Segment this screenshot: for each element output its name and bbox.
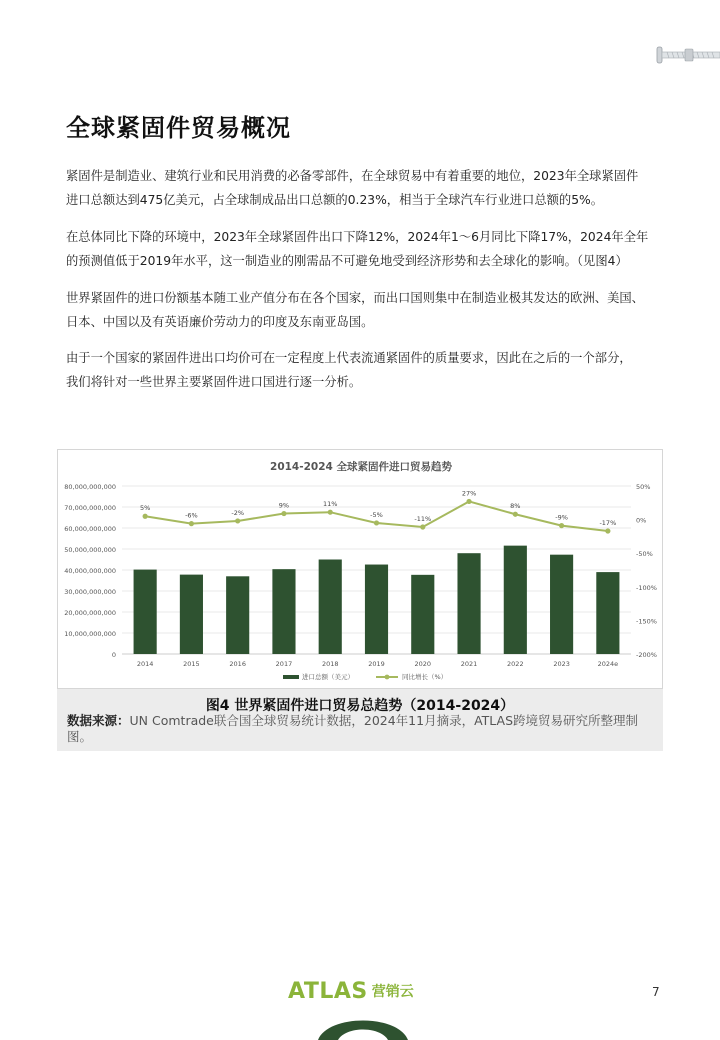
figure-caption-box — [57, 689, 663, 751]
bar-import-total — [134, 570, 157, 654]
y-right-tick-label: -100% — [636, 583, 657, 592]
paragraph-2 — [66, 225, 656, 273]
x-tick-label: 2017 — [275, 660, 293, 668]
paragraph-line: 日本、中国以及有英语廉价劳动力的印度及东南亚岛国。 — [66, 315, 374, 329]
paragraph-line: 在总体同比下降的环境中，2023年全球紧固件出口下降12%，2024年1～6月同比下降17%，2024年全年 — [66, 230, 649, 244]
bar-import-total — [319, 560, 342, 655]
y-left-tick-label: 20,000,000,000 — [64, 609, 116, 617]
y-right-tick-label: -50% — [636, 550, 653, 559]
bar-import-total — [411, 575, 434, 654]
bar-import-total — [365, 565, 388, 654]
growth-data-label: -2% — [231, 508, 245, 517]
y-right-tick-label: 0% — [636, 516, 647, 525]
y-left-tick-label: 60,000,000,000 — [64, 525, 116, 533]
growth-point — [328, 510, 333, 515]
bar-import-total — [180, 575, 203, 654]
paragraph-line: 的预测值低于2019年水平，这一制造业的刚需品不可避免地受到经济形势和去全球化的影响。（见图4） — [66, 254, 628, 268]
x-tick-label: 2023 — [553, 660, 570, 668]
legend-bar-swatch — [283, 675, 299, 679]
y-left-tick-label: 10,000,000,000 — [64, 630, 116, 638]
x-tick-label: 2024e — [597, 660, 619, 668]
x-tick-label: 2016 — [229, 660, 246, 668]
growth-data-label: -5% — [370, 510, 383, 519]
y-left-tick-label: 80,000,000,000 — [64, 483, 116, 491]
bar-import-total — [272, 569, 295, 654]
y-right-tick-label: 50% — [636, 483, 651, 491]
paragraph-line: 世界紧固件的进口份额基本随工业产值分布在各个国家，而出口国则集中在制造业极其发达的欧洲、美国、 — [66, 291, 644, 305]
paragraph-3 — [66, 286, 656, 334]
growth-data-label: 8% — [510, 502, 521, 511]
bar-import-total — [226, 576, 249, 654]
legend-line-label: 同比增长（%） — [402, 673, 448, 681]
y-right-tick-label: -150% — [636, 617, 657, 626]
y-left-tick-label: 30,000,000,000 — [64, 588, 116, 596]
page-number: 7 — [652, 985, 660, 999]
paragraph-line: 紧固件是制造业、建筑行业和民用消费的必备零部件，在全球贸易中有着重要的地位，2023年全球紧固件 — [66, 169, 639, 183]
x-tick-label: 2022 — [507, 660, 524, 668]
growth-point — [513, 512, 518, 517]
chart-canvas — [58, 450, 664, 690]
x-tick-label: 2018 — [321, 660, 339, 668]
y-left-tick-label: 0 — [111, 651, 116, 659]
import-trend-chart — [57, 449, 663, 689]
paragraph-line: 由于一个国家的紧固件进出口均价可在一定程度上代表流通紧固件的质量要求，因此在之后的一个部分， — [66, 351, 632, 365]
paragraph-1 — [66, 164, 656, 212]
growth-data-label: 27% — [461, 489, 477, 498]
growth-point — [605, 528, 610, 533]
growth-data-label: 5% — [139, 504, 151, 513]
bar-import-total — [457, 553, 480, 654]
legend-bar-label: 进口总额（美元） — [302, 673, 354, 681]
figure-source — [67, 713, 657, 745]
logo-arch-decoration-icon — [318, 1012, 408, 1040]
y-left-tick-label: 70,000,000,000 — [64, 504, 116, 512]
growth-point — [420, 524, 425, 529]
paragraph-line: 我们将针对一些世界主要紧固件进口国进行逐一分析。 — [66, 375, 362, 389]
logo-name: 营销云 — [371, 984, 414, 1000]
growth-point — [235, 518, 240, 523]
source-text: UN Comtrade联合国全球贸易统计数据，2024年11月摘录，ATLAS跨境贸易研究所整理制图。 — [67, 713, 639, 744]
growth-data-label: -6% — [185, 511, 198, 520]
growth-point — [143, 514, 148, 519]
growth-point — [281, 511, 286, 516]
growth-point — [466, 499, 471, 504]
y-left-tick-label: 40,000,000,000 — [64, 567, 116, 575]
legend-line-marker — [385, 675, 390, 680]
growth-data-label: 11% — [323, 500, 338, 509]
x-tick-label: 2014 — [136, 660, 154, 668]
growth-point — [189, 521, 194, 526]
growth-point — [374, 520, 379, 525]
source-label: 数据来源： — [67, 713, 130, 728]
bolt-decoration-icon — [655, 44, 720, 66]
chart-title: 2014-2024 全球紧固件进口贸易趋势 — [270, 461, 452, 473]
x-tick-label: 2021 — [460, 660, 478, 668]
paragraph-4 — [66, 346, 656, 394]
atlas-logo — [288, 976, 414, 1006]
x-tick-label: 2020 — [414, 660, 432, 668]
x-tick-label: 2015 — [183, 660, 200, 668]
figure-caption: 图4 世界紧固件进口贸易总趋势（2014-2024） — [205, 698, 515, 714]
bar-import-total — [550, 555, 573, 654]
page-title: 全球紧固件贸易概况 — [66, 114, 291, 142]
bar-import-total — [596, 572, 619, 654]
growth-point — [559, 523, 564, 528]
logo-mark: ATLAS — [288, 978, 368, 1004]
y-right-tick-label: -200% — [636, 651, 657, 659]
x-tick-label: 2019 — [368, 660, 385, 668]
growth-data-label: -11% — [414, 514, 432, 523]
growth-data-label: -17% — [599, 519, 617, 528]
growth-data-label: 9% — [278, 501, 290, 510]
paragraph-line: 进口总额达到475亿美元，占全球制成品出口总额的0.23%，相当于全球汽车行业进口总额的5%。 — [66, 193, 604, 207]
growth-data-label: -9% — [555, 513, 568, 522]
y-left-tick-label: 50,000,000,000 — [64, 546, 116, 554]
bar-import-total — [504, 546, 527, 654]
